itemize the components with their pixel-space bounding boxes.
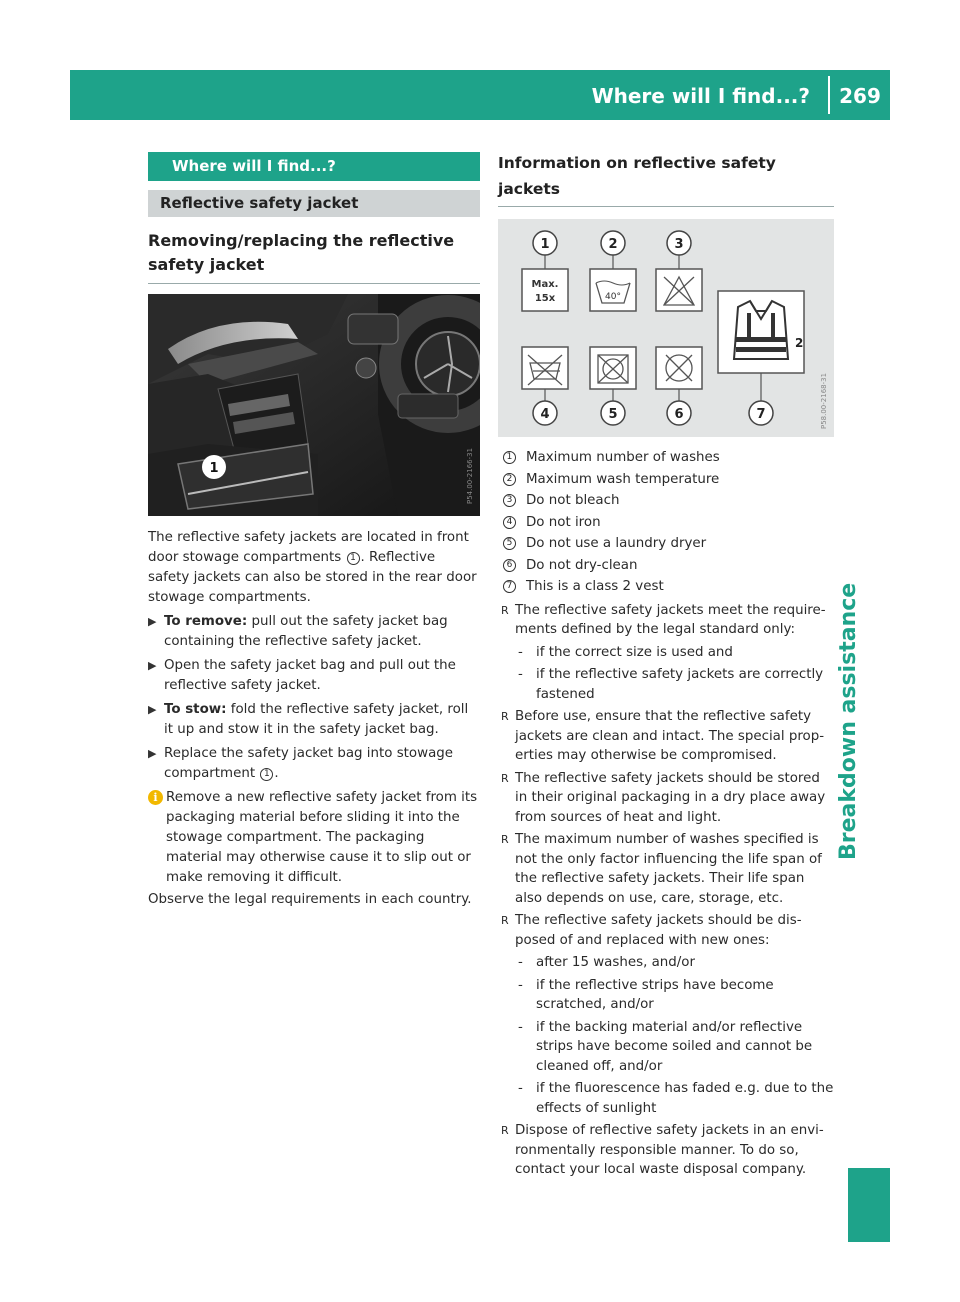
step-arrow-icon: ▶ [148, 615, 157, 628]
legend-text: Maximum number of washes [526, 450, 720, 465]
legend-num: 7 [503, 580, 516, 593]
legend-num: 6 [503, 559, 516, 572]
dash-item [498, 1079, 834, 1118]
bullet-text: Before use, ensure that the reflective safety jackets are clean and intact. The special properties may otherwise be compromised. [515, 709, 825, 763]
dash-item [498, 976, 834, 1015]
legend-item [498, 512, 834, 534]
dash-icon: - [518, 667, 523, 682]
dash-text: if the backing material and/or reflective strips have become soiled and cannot be cleaned off, and/or [536, 1019, 813, 1074]
dash-item [498, 953, 834, 973]
bullet-item [498, 707, 834, 766]
legend-item [498, 533, 834, 555]
step-text: Open the safety jacket bag and pull out the reflective safety jacket. [164, 658, 456, 693]
section-heading: Removing/replacing the reflective safety jacket [148, 229, 480, 284]
bullet-icon: R [501, 833, 509, 846]
info-icon: i [148, 790, 163, 805]
legend-text: Do not use a laundry dryer [526, 536, 707, 551]
bullet-item [498, 769, 834, 828]
diagram-num-2: 2 [608, 237, 618, 252]
dash-icon: - [518, 1081, 523, 1096]
dash-icon: - [518, 977, 523, 993]
step-text: Replace the safety jacket bag into stowage compartment [164, 746, 454, 781]
dash-text: if the reflective safety jackets are correctly fastened [536, 667, 824, 702]
step-arrow-icon: ▶ [148, 747, 157, 760]
diagram-num-5: 5 [608, 407, 618, 422]
step-item [148, 656, 480, 696]
legend-num: 3 [503, 494, 516, 507]
bullet-text: The reflective safety jackets should be stored in their original packaging in a dry place away from sources of heat and light. [515, 770, 826, 825]
legend-num: 2 [503, 473, 516, 486]
legend-list [498, 447, 834, 598]
header-separator [828, 76, 830, 114]
bullet-text: The maximum number of washes specified is not the only factor influencing the life span of the reflective safety jackets. Their life span also depends on use, care, storage, etc. [515, 832, 822, 906]
page-number: 269 [839, 84, 881, 108]
legend-num: 1 [503, 451, 516, 464]
step-text: pull out the safety jacket bag containing the reflective safety jacket. [164, 614, 448, 649]
intro-text-2: . Reflective safety jackets can also be stored in the rear door stowage compartments. [148, 550, 477, 605]
door-photo-illustration [148, 294, 480, 516]
right-column [498, 150, 834, 1180]
diagram-num-1: 1 [540, 237, 550, 252]
dash-item [498, 665, 834, 704]
photo-callout-1: 1 [209, 461, 219, 476]
door-stowage-photo [148, 294, 480, 516]
legend-text: Do not iron [526, 514, 601, 530]
page-header [70, 70, 890, 120]
step-bold: To stow: [164, 702, 227, 717]
legend-text: This is a class 2 vest [526, 579, 664, 594]
bullet-icon: R [501, 710, 509, 723]
right-heading: Information on reflective safety jackets [498, 150, 834, 207]
legend-text: Do not bleach [526, 493, 620, 508]
info-note [148, 788, 480, 888]
legend-num: 4 [503, 516, 516, 529]
max-label: Max. [531, 279, 559, 290]
intro-paragraph [148, 528, 480, 608]
step-text: fold the reflective safety jacket, roll it up and stow it in the safety jacket bag. [164, 702, 469, 737]
legend-item [498, 576, 834, 598]
diagram-num-6: 6 [674, 407, 684, 422]
bullet-icon: R [501, 771, 509, 785]
legend-text: Do not dry-clean [526, 557, 638, 573]
section-bar: Where will I find...? [148, 152, 480, 181]
step-end: . [274, 766, 279, 781]
temp-label: 40° [605, 292, 621, 302]
max-count: 15x [534, 293, 556, 304]
bullet-text: The reflective safety jackets should be disposed of and replaced with new ones: [515, 913, 802, 948]
callout-ref-1: 1 [347, 552, 360, 565]
diagram-num-3: 3 [674, 237, 684, 252]
diagram-num-4: 4 [540, 407, 550, 422]
step-item [148, 700, 480, 740]
info-text: Remove a new reflective safety jacket from its packaging material before sliding it into the stowage compartment. The packaging material may otherwise cause it to slip out or make removing it difficult. [166, 790, 478, 885]
dash-text: after 15 washes, and/or [536, 955, 695, 970]
legend-item [498, 490, 834, 512]
bullet-text: The reflective safety jackets meet the requirements defined by the legal standard only: [515, 602, 826, 637]
side-tab-label: Breakdown assistance [836, 582, 861, 860]
dash-icon: - [518, 955, 523, 970]
left-column [148, 152, 480, 910]
bullet-text: Dispose of reflective safety jackets in an environmentally responsible manner. To do so, contact your local waste disposal company. [515, 1123, 824, 1177]
dash-item [498, 643, 834, 663]
bullet-icon: R [501, 914, 509, 927]
diagram-num-7: 7 [756, 407, 766, 422]
care-symbols-illustration [498, 219, 834, 437]
step-item [148, 612, 480, 652]
dash-text: if the fluorescence has faded e.g. due to the effects of sunlight [536, 1081, 834, 1116]
care-symbols-diagram [498, 219, 834, 437]
observe-paragraph: Observe the legal requirements in each country. [148, 892, 472, 907]
subsection-bar: Reflective safety jacket [148, 190, 480, 217]
side-tab-block [848, 1168, 890, 1242]
step-arrow-icon: ▶ [148, 703, 157, 716]
callout-ref-1: 1 [260, 768, 273, 781]
dash-item [498, 1018, 834, 1077]
bullet-item [498, 830, 834, 908]
class-num: 2 [795, 336, 804, 350]
legend-item [498, 447, 834, 469]
bullet-item [498, 911, 834, 950]
dash-icon: - [518, 1019, 523, 1035]
bullet-icon: R [501, 1124, 509, 1137]
step-arrow-icon: ▶ [148, 659, 157, 672]
legend-text: Maximum wash temperature [526, 471, 720, 487]
bullet-icon: R [501, 603, 509, 617]
dash-text: if the correct size is used and [536, 644, 733, 660]
diagram-code: P58.00-2168-31 [820, 372, 828, 429]
step-item [148, 744, 480, 784]
step-bold: To remove: [164, 614, 248, 629]
legend-num: 5 [503, 537, 516, 550]
legend-item [498, 555, 834, 577]
bullet-item [498, 601, 834, 640]
dash-icon: - [518, 644, 523, 660]
intro-text-1: The reflective safety jackets are located in front door stowage compartments [148, 530, 469, 565]
legend-item [498, 469, 834, 491]
bullet-item [498, 1121, 834, 1180]
header-title: Where will I find...? [591, 84, 810, 108]
dash-text: if the reflective strips have become scratched, and/or [536, 977, 774, 1012]
photo-code: P54.00-2166-31 [466, 447, 474, 504]
